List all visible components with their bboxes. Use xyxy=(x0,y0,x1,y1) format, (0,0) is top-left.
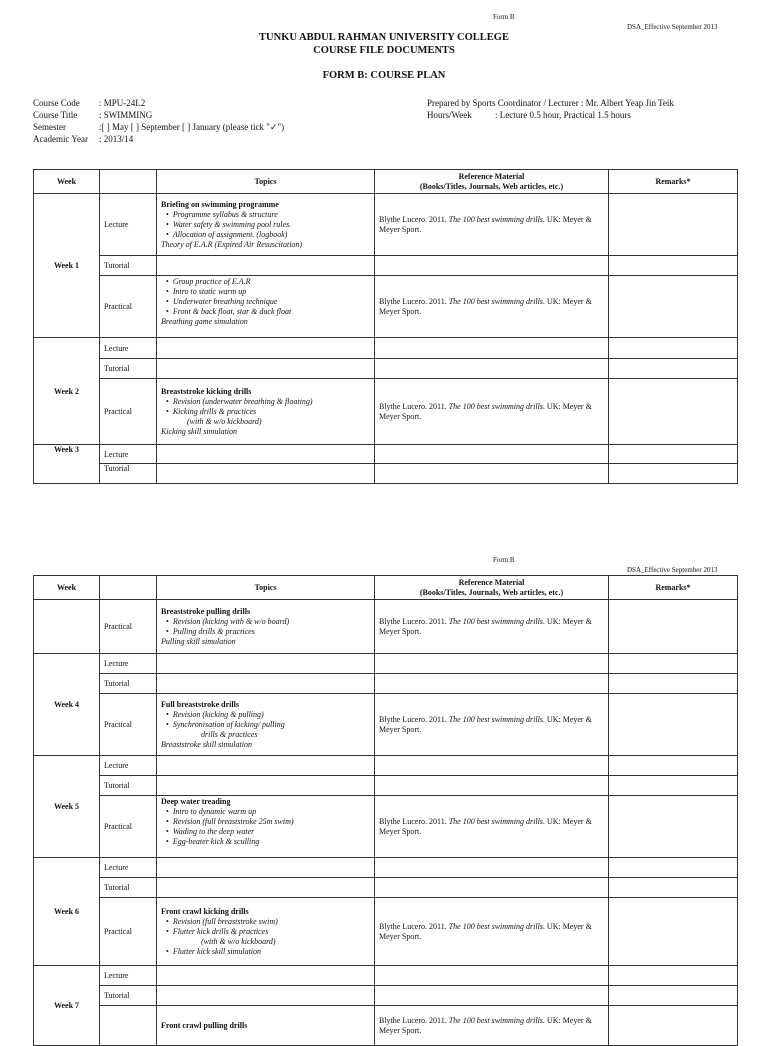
table-row xyxy=(34,338,738,359)
reference-cell xyxy=(375,858,609,878)
topic-item: • Intro to static warm up xyxy=(161,287,370,297)
session-type: Practical xyxy=(100,276,157,338)
session-type: Practical xyxy=(100,379,157,445)
week-cell: Week 6 xyxy=(34,858,100,966)
session-type: Practical xyxy=(100,600,157,654)
topic-item: Breathing game simulation xyxy=(161,316,248,326)
academic-year-label: Academic Year xyxy=(33,134,88,144)
reference-header-line2: (Books/Titles, Journals, Web articles, etc.) xyxy=(419,181,564,191)
session-type: Practical xyxy=(100,694,157,756)
course-plan-table-2 xyxy=(33,575,738,1046)
topic-item: • Revision (full breaststroke swim) xyxy=(161,917,370,927)
reference-header xyxy=(375,170,609,194)
topic-item: • Flutter kick skill simulation xyxy=(161,947,370,957)
topic-cell xyxy=(157,256,375,276)
table-row xyxy=(34,898,738,966)
reference-cell: Blythe Lucero. 2011. The 100 best swimming drills. UK: Meyer & Meyer Sport. xyxy=(375,1006,609,1046)
remarks-cell xyxy=(609,654,738,674)
remarks-cell xyxy=(609,796,738,858)
reference-cell: Blythe Lucero. 2011. The 100 best swimming drills. UK: Meyer & Meyer Sport. xyxy=(375,276,609,338)
remarks-cell xyxy=(609,600,738,654)
course-meta xyxy=(33,97,413,145)
course-code-value: : MPU-24L2 xyxy=(99,98,146,108)
topic-cell xyxy=(157,1006,375,1046)
remarks-cell xyxy=(609,674,738,694)
week-cell: Week 1 xyxy=(34,194,100,338)
session-type: Lecture xyxy=(100,756,157,776)
reference-cell xyxy=(375,256,609,276)
topic-item: • Kicking drills & practices xyxy=(161,407,370,417)
topic-cell xyxy=(157,359,375,379)
topics-header: Topics xyxy=(157,170,375,194)
reference-cell xyxy=(375,674,609,694)
topic-cell xyxy=(157,796,375,858)
form-label: Form B xyxy=(493,556,515,564)
semester-label: Semester xyxy=(33,122,66,132)
reference-cell xyxy=(375,445,609,464)
topic-item: Pulling skill simulation xyxy=(161,636,236,646)
topic-cell xyxy=(157,464,375,484)
topic-item: • Egg-beater kick & sculling xyxy=(161,837,370,847)
table-row xyxy=(34,194,738,256)
remarks-cell xyxy=(609,194,738,256)
topic-cell xyxy=(157,338,375,359)
topic-cell xyxy=(157,194,375,256)
reference-cell xyxy=(375,986,609,1006)
remarks-cell xyxy=(609,966,738,986)
reference-header-line1: Reference Material xyxy=(458,171,525,181)
topic-cell xyxy=(157,694,375,756)
semester-value: :[ ] May [ ] September [ ] January (please tick "✓") xyxy=(99,122,285,132)
reference-cell xyxy=(375,756,609,776)
table-row xyxy=(34,796,738,858)
table-row xyxy=(34,674,738,694)
topic-item: • Intro to dynamic warm up xyxy=(161,807,370,817)
topic-title: Front crawl kicking drills xyxy=(161,906,249,916)
topic-item: • Revision (underwater breathing & floating) xyxy=(161,397,370,407)
topic-cell xyxy=(157,379,375,445)
prepared-by: Prepared by Sports Coordinator / Lecturer : Mr. Albert Yeap Jin Teik xyxy=(427,98,674,108)
remarks-cell xyxy=(609,878,738,898)
remarks-cell xyxy=(609,986,738,1006)
dsa-label: DSA_Effective September 2013 xyxy=(627,23,718,31)
table-row xyxy=(34,276,738,338)
topic-item: • Synchronisation of kicking/ pulling xyxy=(161,720,370,730)
remarks-header: Remarks* xyxy=(609,576,738,600)
topic-item: (with & w/o kickboard) xyxy=(201,936,276,946)
topic-title: Deep water treading xyxy=(161,796,231,806)
reference-cell: Blythe Lucero. 2011. The 100 best swimming drills. UK: Meyer & Meyer Sport. xyxy=(375,194,609,256)
topic-item: • Revision (full breaststroke 25m swim) xyxy=(161,817,370,827)
topic-item: • Group practice of E.A.R xyxy=(161,277,370,287)
table-row xyxy=(34,756,738,776)
topic-item: • Pulling drills & practices xyxy=(161,627,370,637)
week-cell: Week 2 xyxy=(34,338,100,445)
course-title-value: : SWIMMING xyxy=(99,110,153,120)
table-row xyxy=(34,256,738,276)
session-type: Lecture xyxy=(100,858,157,878)
week-header: Week xyxy=(34,576,100,600)
week-cell: Week 5 xyxy=(34,756,100,858)
session-type xyxy=(100,1006,157,1046)
topic-item: • Allocation of assignment. (logbook) xyxy=(161,230,370,240)
remarks-header: Remarks* xyxy=(609,170,738,194)
remarks-cell xyxy=(609,1006,738,1046)
table-row xyxy=(34,878,738,898)
topic-item: Breaststroke skill simulation xyxy=(161,739,252,749)
topic-title: Full breaststroke drills xyxy=(161,699,239,709)
reference-cell xyxy=(375,359,609,379)
week-cell: Week 7 xyxy=(34,966,100,1046)
remarks-cell xyxy=(609,445,738,464)
topic-item: • Programme syllabus & structure xyxy=(161,210,370,220)
week-cell: Week 3 xyxy=(34,445,100,484)
topic-item: • Wading to the deep water xyxy=(161,827,370,837)
reference-cell xyxy=(375,878,609,898)
reference-cell xyxy=(375,776,609,796)
prepared-meta xyxy=(427,97,747,121)
remarks-cell xyxy=(609,276,738,338)
table-row xyxy=(34,966,738,986)
topic-cell xyxy=(157,445,375,464)
remarks-cell xyxy=(609,858,738,878)
table-row xyxy=(34,654,738,674)
topic-cell xyxy=(157,858,375,878)
reference-cell xyxy=(375,464,609,484)
table-row xyxy=(34,776,738,796)
topic-item: • Front & back float, star & duck float xyxy=(161,307,370,317)
remarks-cell xyxy=(609,338,738,359)
course-title-label: Course Title xyxy=(33,110,78,120)
hours-label: Hours/Week xyxy=(427,110,472,120)
topic-cell xyxy=(157,986,375,1006)
week-cell: Week 4 xyxy=(34,654,100,756)
topic-item: Theory of E.A.R (Expired Air Resuscitation) xyxy=(161,239,303,249)
topic-item: • Water safety & swimming pool rules. xyxy=(161,220,370,230)
topic-item: (with & w/o kickboard) xyxy=(187,416,262,426)
session-type: Lecture xyxy=(100,445,157,464)
session-type: Tutorial xyxy=(100,359,157,379)
session-type: Tutorial xyxy=(100,776,157,796)
session-type: Tutorial xyxy=(100,674,157,694)
topic-title: Briefing on swimming programme xyxy=(161,199,279,209)
week-cell xyxy=(34,600,100,654)
topic-item: drills & practices xyxy=(201,729,258,739)
reference-cell: Blythe Lucero. 2011. The 100 best swimming drills. UK: Meyer & Meyer Sport. xyxy=(375,600,609,654)
topic-item: Kicking skill simulation xyxy=(161,426,237,436)
session-type: Lecture xyxy=(100,194,157,256)
reference-cell: Blythe Lucero. 2011. The 100 best swimming drills. UK: Meyer & Meyer Sport. xyxy=(375,379,609,445)
form-label: Form B xyxy=(493,13,515,21)
table-row xyxy=(34,464,738,484)
reference-header-line1: Reference Material xyxy=(458,577,525,587)
session-type: Lecture xyxy=(100,966,157,986)
remarks-cell xyxy=(609,694,738,756)
reference-cell: Blythe Lucero. 2011. The 100 best swimming drills. UK: Meyer & Meyer Sport. xyxy=(375,898,609,966)
table-row xyxy=(34,1006,738,1046)
session-type: Practical xyxy=(100,796,157,858)
topic-cell xyxy=(157,756,375,776)
topics-header: Topics xyxy=(157,576,375,600)
institution-title: TUNKU ABDUL RAHMAN UNIVERSITY COLLEGE xyxy=(259,32,509,43)
table-row xyxy=(34,986,738,1006)
document-title: COURSE FILE DOCUMENTS xyxy=(313,45,455,56)
table-row xyxy=(34,858,738,878)
form-title: FORM B: COURSE PLAN xyxy=(322,70,446,81)
reference-header xyxy=(375,576,609,600)
session-type: Lecture xyxy=(100,338,157,359)
remarks-cell xyxy=(609,379,738,445)
table-row xyxy=(34,379,738,445)
topic-title: Breaststroke kicking drills xyxy=(161,386,252,396)
table-header-row xyxy=(34,576,738,600)
table-header-row xyxy=(34,170,738,194)
topic-cell xyxy=(157,776,375,796)
remarks-cell xyxy=(609,776,738,796)
table-row xyxy=(34,600,738,654)
session-type: Lecture xyxy=(100,654,157,674)
topic-title: Front crawl pulling drills xyxy=(161,1020,248,1030)
session-type: Tutorial xyxy=(100,464,157,484)
remarks-cell xyxy=(609,359,738,379)
remarks-cell xyxy=(609,464,738,484)
type-header xyxy=(100,170,157,194)
session-type: Tutorial xyxy=(100,256,157,276)
academic-year-value: : 2013/14 xyxy=(99,134,134,144)
topic-item: • Revision (kicking & pulling) xyxy=(161,710,370,720)
table-row xyxy=(34,359,738,379)
session-type: Tutorial xyxy=(100,986,157,1006)
reference-cell xyxy=(375,966,609,986)
course-plan-table-1 xyxy=(33,169,738,484)
reference-cell xyxy=(375,338,609,359)
topic-item: • Flutter kick drills & practices xyxy=(161,927,370,937)
topic-item: • Underwater breathing technique xyxy=(161,297,370,307)
remarks-cell xyxy=(609,898,738,966)
remarks-cell xyxy=(609,756,738,776)
session-type: Tutorial xyxy=(100,878,157,898)
remarks-cell xyxy=(609,256,738,276)
topic-cell xyxy=(157,898,375,966)
reference-cell xyxy=(375,654,609,674)
topic-cell xyxy=(157,600,375,654)
week-header: Week xyxy=(34,170,100,194)
topic-cell xyxy=(157,276,375,338)
reference-header-line2: (Books/Titles, Journals, Web articles, etc.) xyxy=(419,587,564,597)
table-row xyxy=(34,445,738,464)
topic-cell xyxy=(157,966,375,986)
topic-cell xyxy=(157,878,375,898)
topic-cell xyxy=(157,654,375,674)
topic-title: Breaststroke pulling drills xyxy=(161,606,251,616)
table-row xyxy=(34,694,738,756)
course-code-label: Course Code xyxy=(33,98,80,108)
session-type: Practical xyxy=(100,898,157,966)
dsa-label: DSA_Effective September 2013 xyxy=(627,566,718,574)
type-header xyxy=(100,576,157,600)
topic-item: • Revision (kicking with & w/o board) xyxy=(161,617,370,627)
reference-cell: Blythe Lucero. 2011. The 100 best swimming drills. UK: Meyer & Meyer Sport. xyxy=(375,796,609,858)
hours-value: : Lecture 0.5 hour, Practical 1.5 hours xyxy=(495,110,631,120)
topic-cell xyxy=(157,674,375,694)
reference-cell: Blythe Lucero. 2011. The 100 best swimming drills. UK: Meyer & Meyer Sport. xyxy=(375,694,609,756)
